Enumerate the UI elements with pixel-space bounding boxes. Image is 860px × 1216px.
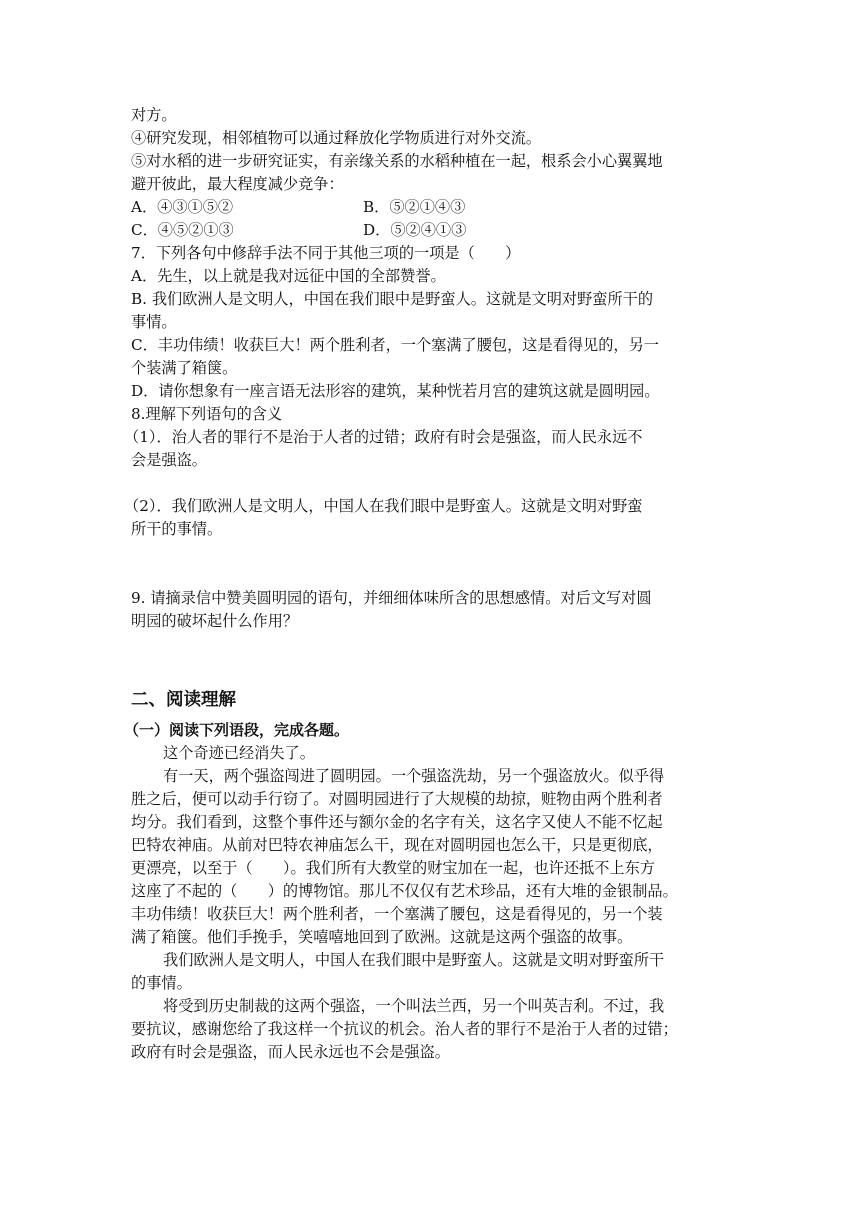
- option-b-cont: 事情。: [131, 313, 177, 331]
- option-b: B. 我们欧洲人是文明人，中国在我们眼中是野蛮人。这就是文明对野蛮所干的: [131, 290, 654, 308]
- passage-line: 有一天，两个强盗闯进了圆明园。一个强盗洗劫，另一个强盗放火。似乎得: [163, 767, 665, 785]
- option-c: C．④⑤②①③: [131, 221, 234, 239]
- option-a: A．先生，以上就是我对远征中国的全部赞誉。: [131, 267, 446, 285]
- text-line: 对方。: [131, 106, 177, 124]
- passage-line: 这座了不起的（ ）的博物馆。那儿不仅仅有艺术珍品，还有大堆的金银制品。: [131, 882, 678, 900]
- option-c-cont: 个装满了箱箧。: [131, 359, 238, 377]
- passage-line: 满了箱箧。他们手挽手，笑嘻嘻地回到了欧洲。这就是这两个强盗的故事。: [131, 928, 633, 946]
- question-8-item-1-cont: 会是强盗。: [131, 451, 207, 469]
- text-line: 避开彼此，最大程度减少竞争：: [131, 175, 344, 193]
- subsection-heading: （一）阅读下列语段，完成各题。: [124, 721, 350, 739]
- question-9-cont: 明园的破坏起什么作用？: [131, 612, 299, 630]
- option-b: B．⑤②①④③: [363, 198, 466, 216]
- text-line: ⑤对水稻的进一步研究证实，有亲缘关系的水稻种植在一起，根系会小心翼翼地: [131, 152, 663, 170]
- passage-line: 要抗议，感谢您给了我这样一个抗议的机会。治人者的罪行不是治于人者的过错；: [131, 1020, 678, 1038]
- passage-line: 我们欧洲人是文明人，中国人在我们眼中是野蛮人。这就是文明对野蛮所干: [163, 951, 665, 969]
- passage-line: 将受到历史制裁的这两个强盗，一个叫法兰西，另一个叫英吉利。不过，我: [163, 997, 665, 1015]
- passage-line: 这个奇迹已经消失了。: [163, 744, 315, 762]
- passage-line: 胜之后，便可以动手行窃了。对圆明园进行了大规模的劫掠，赃物由两个胜利者: [131, 790, 663, 808]
- option-d: D．请你想象有一座言语无法形容的建筑，某种恍若月宫的建筑这就是圆明园。: [131, 382, 660, 400]
- question-7-stem: 7．下列各句中修辞手法不同于其他三项的一项是（ ）: [131, 244, 521, 262]
- option-c: C．丰功伟绩！收获巨大！两个胜利者，一个塞满了腰包，这是看得见的，另一: [131, 336, 659, 354]
- passage-line: 均分。我们看到，这整个事件还与额尔金的名字有关，这名字又使人不能不忆起: [131, 813, 663, 831]
- passage-line: 的事情。: [131, 974, 192, 992]
- option-a: A．④③①⑤②: [131, 198, 234, 216]
- passage-line: 更漂亮，以至于（ ）。我们所有大教堂的财宝加在一起，也许还抵不上东方: [131, 859, 655, 877]
- question-8-item-2: （2）．我们欧洲人是文明人，中国人在我们眼中是野蛮人。这就是文明对野蛮: [124, 497, 643, 515]
- text-line: ④研究发现，相邻植物可以通过释放化学物质进行对外交流。: [131, 129, 542, 147]
- passage-line: 丰功伟绩！收获巨大！两个胜利者，一个塞满了腰包，这是看得见的，另一个装: [131, 905, 663, 923]
- option-d: D．⑤②④①③: [363, 221, 467, 239]
- section-heading: 二、阅读理解: [131, 690, 236, 710]
- passage-line: 政府有时会是强盗，而人民永远也不会是强盗。: [131, 1043, 450, 1061]
- question-9: 9. 请摘录信中赞美圆明园的语句，并细细体味所含的思想感情。对后文写对圆: [131, 589, 652, 607]
- question-8-item-1: （1）．治人者的罪行不是治于人者的过错；政府有时会是强盗，而人民永远不: [124, 428, 643, 446]
- question-8-item-2-cont: 所干的事情。: [131, 520, 223, 538]
- question-8-stem: 8.理解下列语句的含义: [131, 405, 283, 423]
- passage-line: 巴特农神庙。从前对巴特农神庙怎么干，现在对圆明园也怎么干，只是更彻底，: [131, 836, 663, 854]
